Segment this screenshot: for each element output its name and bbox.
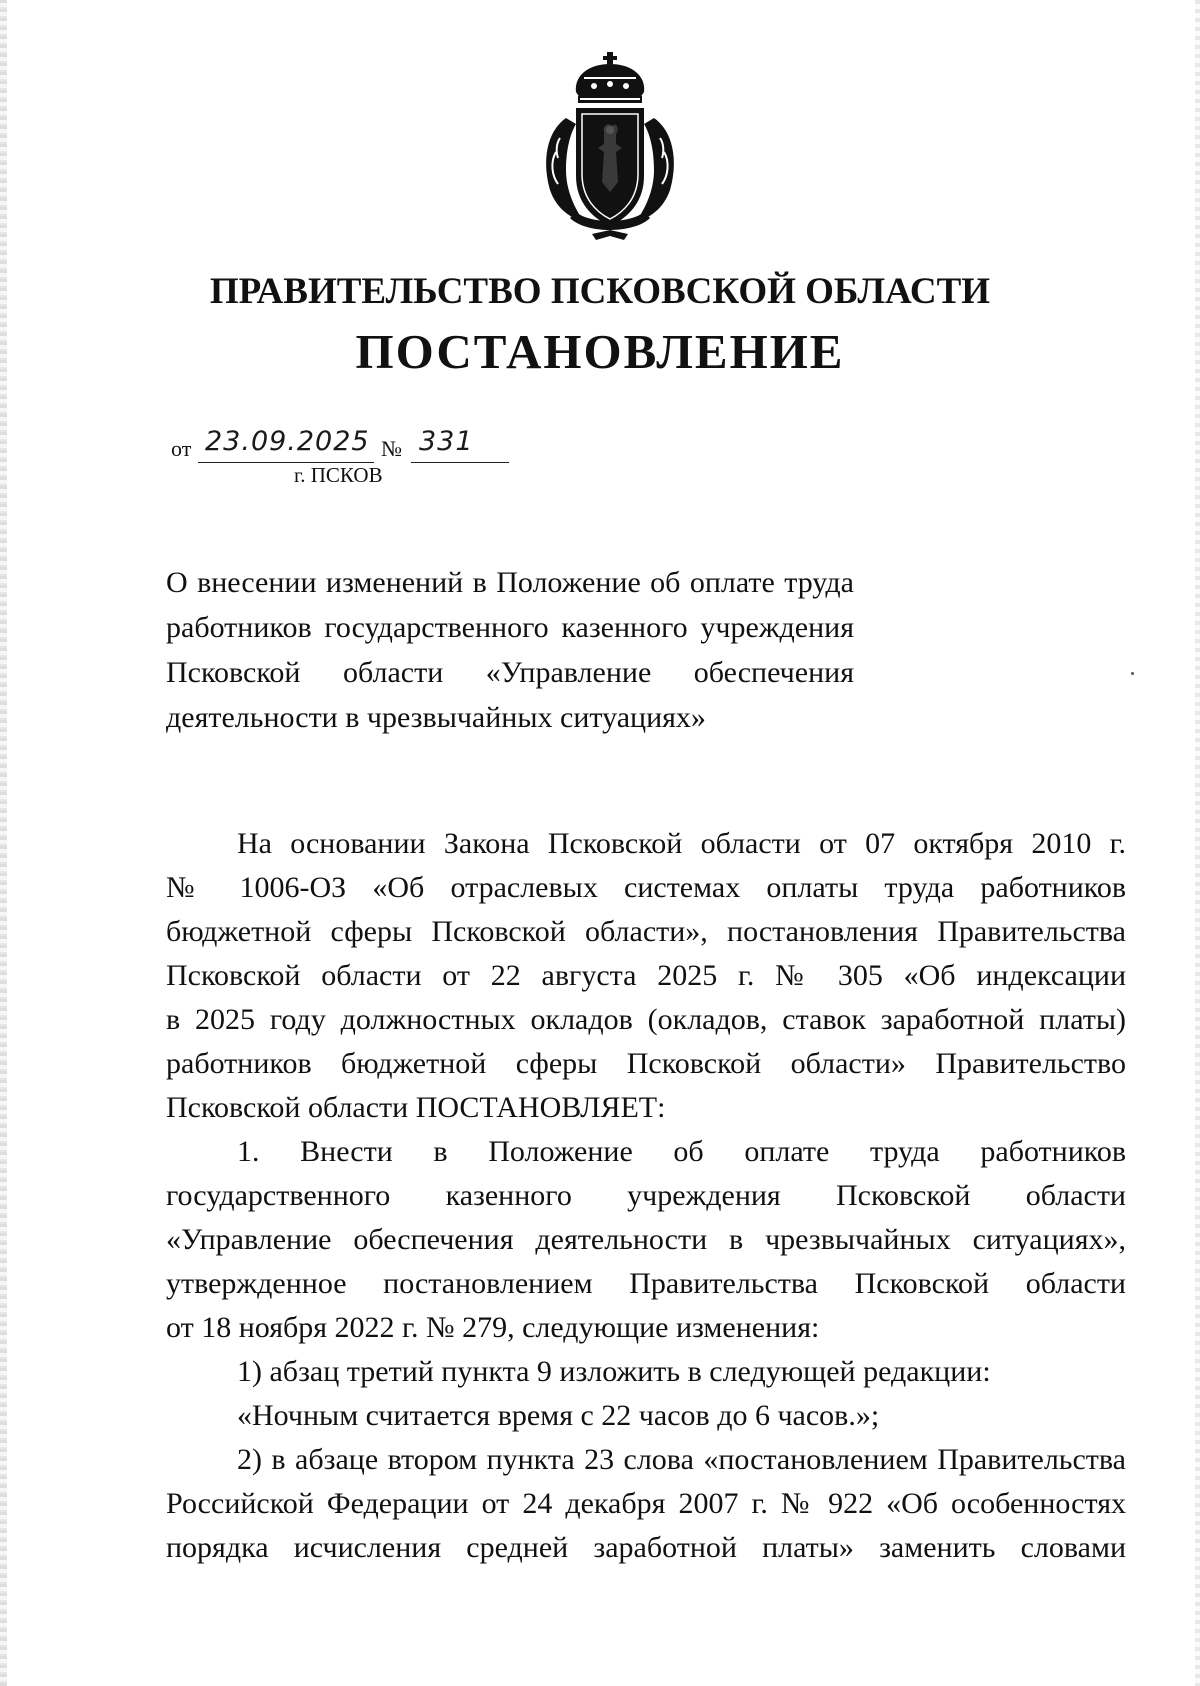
body-line: 2) в абзаце втором пункта 23 слова «постановлением Правительства: [237, 1443, 1126, 1476]
body-line: № 1006-ОЗ «Об отраслевых системах оплаты труда работников: [166, 871, 1126, 904]
number-label: №: [381, 436, 402, 461]
body-line: «Ночным считается время с 22 часов до 6 часов.»;: [237, 1399, 880, 1432]
body-line: «Управление обеспечения деятельности в чрезвычайных ситуациях»,: [166, 1223, 1126, 1256]
number-underline: [411, 462, 509, 463]
subject-line: деятельности в чрезвычайных ситуациях»: [166, 701, 706, 734]
coat-of-arms-emblem: [536, 52, 684, 240]
body-line: 1. Внести в Положение об оплате труда работников: [237, 1135, 1126, 1168]
handwritten-date: 23.09.2025: [205, 426, 370, 457]
body-line: в 2025 году должностных окладов (окладов, ставок заработной платы): [166, 1003, 1126, 1036]
date-number-row: [171, 426, 571, 466]
body-line: Псковской области ПОСТАНОВЛЯЕТ:: [166, 1091, 666, 1124]
document-body: [166, 822, 1126, 1570]
body-line: работников бюджетной сферы Псковской области» Правительство: [166, 1047, 1126, 1080]
document-type-title: ПОСТАНОВЛЕНИЕ: [355, 324, 845, 379]
body-line: 1) абзац третий пункта 9 изложить в следующей редакции:: [237, 1355, 991, 1388]
subject-line: Псковской области «Управление обеспечения: [166, 656, 854, 689]
body-line: государственного казенного учреждения Псковской области: [166, 1179, 1126, 1212]
city-label: г. ПСКОВ: [294, 463, 383, 487]
body-line: Российской Федерации от 24 декабря 2007 г. № 922 «Об особенностях: [166, 1487, 1126, 1520]
body-line: порядка исчисления средней заработной платы» заменить словами: [166, 1531, 1126, 1564]
date-label: от: [171, 436, 192, 461]
body-line: утвержденное постановлением Правительства Псковской области: [166, 1267, 1126, 1300]
scan-edge-left: [0, 0, 7, 1686]
scan-speck: [1131, 672, 1134, 675]
body-line: На основании Закона Псковской области от 07 октября 2010 г.: [237, 827, 1126, 860]
subject-line: работников государственного казенного учреждения: [166, 611, 854, 644]
handwritten-number: 331: [419, 426, 474, 457]
subject-line: О внесении изменений в Положение об оплате труда: [166, 566, 854, 599]
body-line: Псковской области от 22 августа 2025 г. № 305 «Об индексации: [166, 959, 1126, 992]
body-line: от 18 ноября 2022 г. № 279, следующие изменения:: [166, 1311, 820, 1344]
scan-edge-right: [1195, 0, 1200, 1686]
body-line: бюджетной сферы Псковской области», постановления Правительства: [166, 915, 1126, 948]
organization-title: ПРАВИТЕЛЬСТВО ПСКОВСКОЙ ОБЛАСТИ: [209, 271, 991, 312]
document-subject: [166, 560, 854, 740]
